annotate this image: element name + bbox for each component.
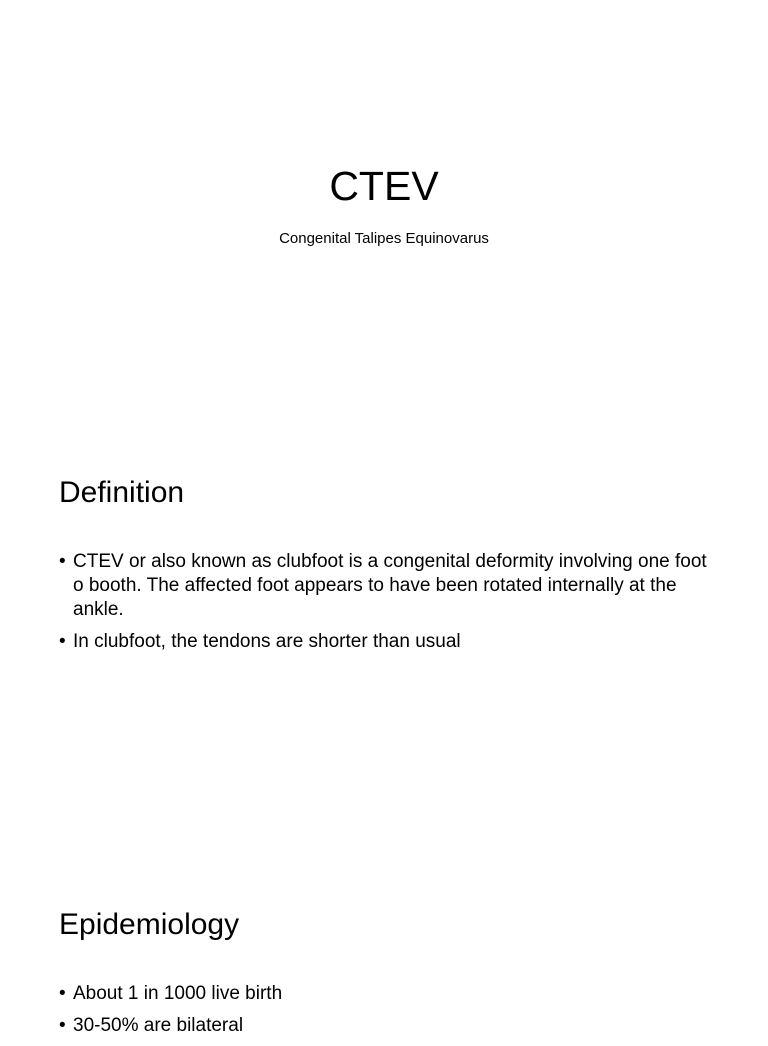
bullet-list xyxy=(59,982,709,1046)
slide-subtitle: Congenital Talipes Equinovarus xyxy=(279,230,489,247)
definition-slide xyxy=(0,432,768,864)
bullet-item: • 30-50% are bilateral xyxy=(59,1014,709,1038)
bullet-list xyxy=(59,550,709,662)
bullet-item: • About 1 in 1000 live birth xyxy=(59,982,709,1006)
slide-heading: Definition xyxy=(59,476,185,509)
bullet-item: • CTEV or also known as clubfoot is a congenital deformity involving one foot o booth. The affected foot appears to have been rotated internally at the ankle. xyxy=(59,550,709,622)
title-slide xyxy=(0,0,768,432)
slide-heading: Epidemiology xyxy=(59,908,240,941)
slide-title: CTEV xyxy=(329,163,439,209)
bullet-item: • In clubfoot, the tendons are shorter than usual xyxy=(59,630,709,654)
epidemiology-slide xyxy=(0,864,768,1036)
